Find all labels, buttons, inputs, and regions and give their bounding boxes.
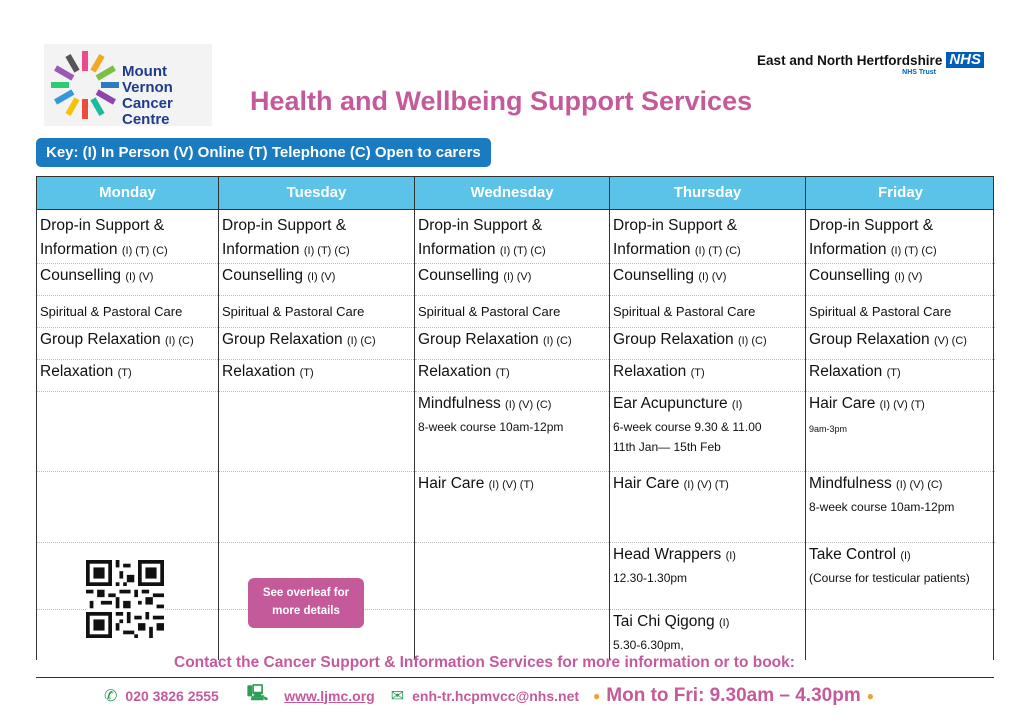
service-name: Counselling bbox=[809, 267, 890, 284]
cell-relaxation bbox=[610, 360, 805, 392]
cell-counselling bbox=[610, 264, 805, 296]
cell-spiritual: Spiritual & Pastoral Care bbox=[37, 296, 218, 328]
service-name: Counselling bbox=[222, 267, 303, 284]
cell-dropin bbox=[415, 210, 609, 264]
overleaf-line2: more details bbox=[272, 605, 340, 617]
access-tag: (T) bbox=[117, 367, 132, 379]
access-tag: (I) (V) bbox=[125, 271, 154, 283]
cell-hair-care bbox=[610, 472, 805, 543]
header-thursday: Thursday bbox=[610, 177, 806, 209]
access-tag: (T) bbox=[690, 367, 705, 379]
access-tag: (I) (V) (C) bbox=[896, 479, 943, 491]
bullet-icon: ● bbox=[866, 688, 874, 703]
cell-relaxation bbox=[37, 360, 218, 392]
service-name: Drop-in Support & bbox=[809, 217, 934, 234]
cell-relaxation bbox=[806, 360, 995, 392]
access-tag: (I) (V) bbox=[698, 271, 727, 283]
session-details: 5.30-6.30pm, bbox=[613, 638, 684, 652]
access-tag: (I) (V) (T) bbox=[879, 399, 925, 411]
cell-relaxation bbox=[415, 360, 609, 392]
cell-empty bbox=[37, 392, 218, 472]
logo-burst-icon bbox=[50, 48, 120, 122]
schedule-table bbox=[36, 176, 994, 660]
service-name: Information bbox=[809, 241, 887, 258]
bullet-icon: ● bbox=[593, 688, 601, 703]
cell-hair-care bbox=[806, 392, 995, 472]
service-name: Mindfulness bbox=[809, 475, 892, 492]
access-tag: (I) (V) (T) bbox=[488, 479, 534, 491]
trust-name: East and North Hertfordshire bbox=[757, 52, 943, 68]
access-tag: (I) (T) (C) bbox=[694, 245, 741, 257]
service-name: Group Relaxation bbox=[418, 331, 539, 348]
cell-relaxation bbox=[219, 360, 414, 392]
cell-group-relaxation bbox=[37, 328, 218, 360]
session-details: 6-week course 9.30 & 11.00 bbox=[613, 420, 762, 434]
phone-number[interactable]: 020 3826 2555 bbox=[125, 687, 219, 704]
session-dates: 11th Jan— 15th Feb bbox=[613, 440, 721, 454]
cell-group-relaxation bbox=[415, 328, 609, 360]
access-tag: (I) bbox=[731, 399, 743, 411]
service-name: Group Relaxation bbox=[40, 331, 161, 348]
cell-empty bbox=[806, 610, 995, 660]
cell-dropin bbox=[219, 210, 414, 264]
phone-icon: ✆ bbox=[104, 687, 118, 705]
access-tag: (I) (C) bbox=[346, 335, 376, 347]
nhs-trust-label: NHS Trust bbox=[902, 69, 936, 76]
access-tag: (I) (C) bbox=[542, 335, 572, 347]
access-tag: (I) (V) (T) bbox=[683, 479, 729, 491]
service-name: Relaxation bbox=[40, 363, 114, 380]
service-name: Relaxation bbox=[809, 363, 883, 380]
service-name: Information bbox=[613, 241, 691, 258]
page-title: Health and Wellbeing Support Services bbox=[250, 86, 753, 116]
access-tag: (V) (C) bbox=[933, 335, 967, 347]
access-tag: (T) bbox=[886, 367, 901, 379]
cell-counselling bbox=[37, 264, 218, 296]
header-tuesday: Tuesday bbox=[219, 177, 415, 209]
cell-empty bbox=[415, 543, 609, 610]
cell-spiritual: Spiritual & Pastoral Care bbox=[610, 296, 805, 328]
key-banner: Key: (I) In Person (V) Online (T) Telephone (C) Open to carers bbox=[36, 138, 491, 167]
cell-mindfulness bbox=[415, 392, 609, 472]
cell-spiritual: Spiritual & Pastoral Care bbox=[806, 296, 995, 328]
cell-empty bbox=[219, 472, 414, 543]
access-tag: (T) bbox=[495, 367, 510, 379]
service-name: Drop-in Support & bbox=[613, 217, 738, 234]
overleaf-line1: See overleaf for bbox=[262, 587, 350, 599]
cell-counselling bbox=[415, 264, 609, 296]
service-name: Relaxation bbox=[222, 363, 296, 380]
cell-dropin bbox=[37, 210, 218, 264]
service-name: Counselling bbox=[40, 267, 121, 284]
service-name: Group Relaxation bbox=[809, 331, 930, 348]
service-name: Hair Care bbox=[809, 395, 876, 412]
service-name: Mindfulness bbox=[418, 395, 501, 412]
access-tag: (I) bbox=[725, 550, 736, 562]
logo-line1: Mount Vernon bbox=[122, 63, 173, 96]
service-name: Information bbox=[222, 241, 300, 258]
cell-tai-chi bbox=[610, 610, 805, 660]
cell-counselling bbox=[219, 264, 414, 296]
see-overleaf-button[interactable] bbox=[248, 578, 364, 628]
service-name: Drop-in Support & bbox=[418, 217, 543, 234]
access-tag: (I) (V) bbox=[894, 271, 923, 283]
session-details: 12.30-1.30pm bbox=[613, 571, 688, 585]
nhs-trust-logo bbox=[757, 52, 984, 76]
cell-group-relaxation bbox=[610, 328, 805, 360]
service-name: Group Relaxation bbox=[222, 331, 343, 348]
cell-ear-acupuncture bbox=[610, 392, 805, 472]
laptop-icon: 🖳 bbox=[246, 685, 269, 702]
service-name: Counselling bbox=[613, 267, 694, 284]
session-details: 8-week course 10am-12pm bbox=[418, 420, 564, 434]
service-name: Head Wrappers bbox=[613, 546, 722, 563]
access-tag: (I) bbox=[900, 550, 911, 562]
access-tag: (I) (V) bbox=[307, 271, 336, 283]
access-tag: (I) bbox=[718, 617, 730, 629]
cell-take-control bbox=[806, 543, 995, 610]
website-link[interactable]: www.ljmc.org bbox=[284, 687, 375, 704]
cell-head-wrappers bbox=[610, 543, 805, 610]
access-tag: (I) (C) bbox=[737, 335, 767, 347]
access-tag: (T) bbox=[299, 367, 314, 379]
table-body bbox=[36, 210, 994, 660]
cell-counselling bbox=[806, 264, 995, 296]
service-name: Ear Acupuncture bbox=[613, 395, 728, 412]
qr-code-icon[interactable] bbox=[86, 560, 164, 638]
cell-dropin bbox=[806, 210, 995, 264]
service-name: Drop-in Support & bbox=[222, 217, 347, 234]
access-tag: (I) (C) bbox=[164, 335, 194, 347]
session-details: 8-week course 10am-12pm bbox=[809, 500, 955, 514]
column-thursday bbox=[610, 210, 806, 660]
access-tag: (I) (T) (C) bbox=[499, 245, 546, 257]
service-name: Relaxation bbox=[418, 363, 492, 380]
service-name: Hair Care bbox=[613, 475, 680, 492]
column-friday bbox=[806, 210, 995, 660]
cell-dropin bbox=[610, 210, 805, 264]
nhs-badge: NHS bbox=[946, 52, 984, 68]
opening-hours: Mon to Fri: 9.30am – 4.30pm bbox=[606, 684, 861, 706]
table-bottom-border bbox=[36, 677, 994, 678]
table-header-row bbox=[36, 176, 994, 210]
header-monday: Monday bbox=[37, 177, 219, 209]
service-name: Take Control bbox=[809, 546, 897, 563]
cell-spiritual: Spiritual & Pastoral Care bbox=[219, 296, 414, 328]
email-address[interactable]: enh-tr.hcpmvcc@nhs.net bbox=[412, 687, 580, 704]
cell-empty bbox=[219, 392, 414, 472]
service-name: Information bbox=[418, 241, 496, 258]
service-name: Information bbox=[40, 241, 118, 258]
cell-hair-care bbox=[415, 472, 609, 543]
email-icon: ✉ bbox=[390, 687, 405, 705]
mvcc-logo bbox=[44, 44, 212, 126]
cell-empty bbox=[415, 610, 609, 660]
footer-contact-bar bbox=[104, 682, 880, 709]
service-name: Hair Care bbox=[418, 475, 485, 492]
service-name: Group Relaxation bbox=[613, 331, 734, 348]
access-tag: (I) (V) (C) bbox=[505, 399, 552, 411]
access-tag: (I) (T) (C) bbox=[890, 245, 937, 257]
access-tag: (I) (T) (C) bbox=[303, 245, 350, 257]
column-wednesday bbox=[415, 210, 610, 660]
logo-text bbox=[122, 64, 212, 128]
header-wednesday: Wednesday bbox=[415, 177, 610, 209]
service-name: Drop-in Support & bbox=[40, 217, 165, 234]
service-name: Relaxation bbox=[613, 363, 687, 380]
cell-spiritual: Spiritual & Pastoral Care bbox=[415, 296, 609, 328]
logo-line2: Cancer Centre bbox=[122, 95, 173, 128]
service-name: Counselling bbox=[418, 267, 499, 284]
service-name: Tai Chi Qigong bbox=[613, 613, 715, 630]
header-friday: Friday bbox=[877, 184, 923, 201]
session-details: 9am-3pm bbox=[809, 424, 848, 434]
cell-mindfulness bbox=[806, 472, 995, 543]
cell-group-relaxation bbox=[219, 328, 414, 360]
cell-group-relaxation bbox=[806, 328, 995, 360]
cell-empty bbox=[37, 472, 218, 543]
access-tag: (I) (T) (C) bbox=[121, 245, 168, 257]
access-tag: (I) (V) bbox=[503, 271, 532, 283]
session-details: (Course for testicular patients) bbox=[809, 571, 970, 585]
contact-heading: Contact the Cancer Support & Information Services for more information or to book: bbox=[174, 654, 795, 671]
